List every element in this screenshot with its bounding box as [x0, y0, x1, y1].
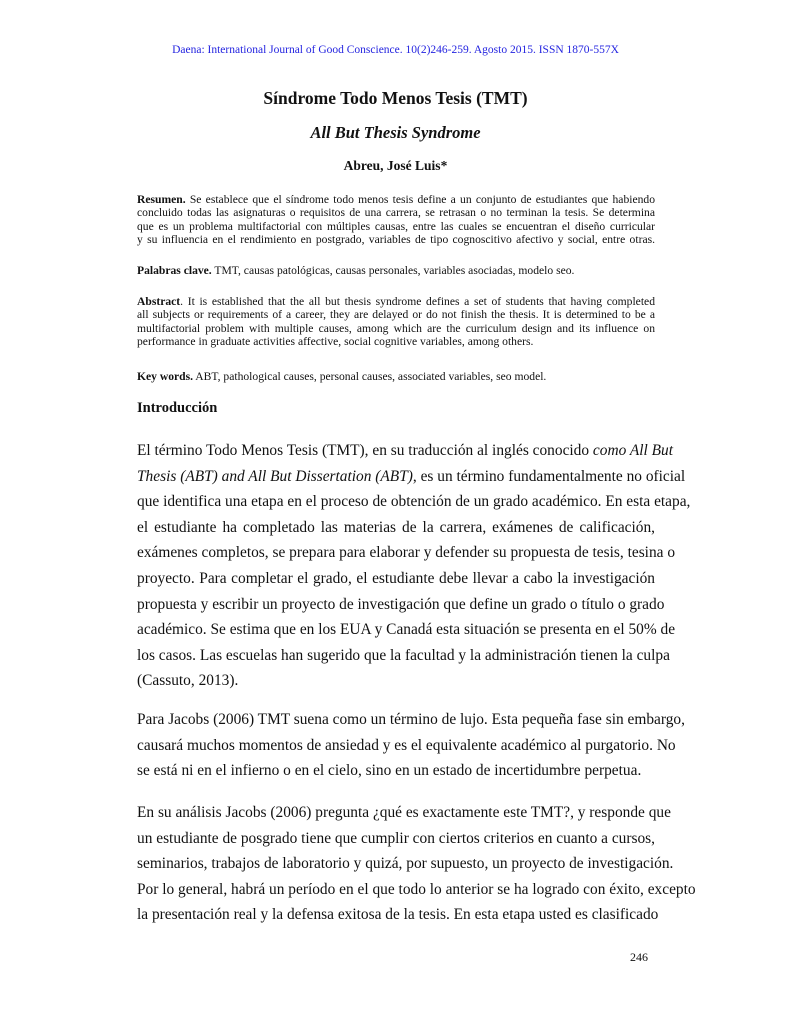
text-line: y su influencia en el rendimiento en postgrado, variables de tipo cognoscitivo afectivo y social, entre otras. — [137, 233, 655, 247]
paper-title: Síndrome Todo Menos Tesis (TMT) — [263, 88, 528, 108]
text-line: el estudiante ha completado las materias de la carrera, exámenes de calificación, — [137, 518, 655, 536]
key-words — [137, 370, 655, 383]
author: Abreu, José Luis* — [343, 158, 448, 173]
text-line: causará muchos momentos de ansiedad y es el equivalente académico al purgatorio. No — [137, 736, 676, 754]
text-line: TMT, causas patológicas, causas personales, variables asociadas, modelo seo. — [211, 264, 575, 277]
text-line: un estudiante de posgrado tiene que cumplir con ciertos criterios en cuanto a cursos, — [137, 829, 655, 847]
text-line-italic: Thesis (ABT) and All But Dissertation (ABT) — [137, 467, 413, 485]
page-number: 246 — [630, 950, 648, 964]
paragraph-3 — [137, 800, 696, 928]
text-line: que es un problema multifactorial con múltiples causas, entre las cuales se encuentran el diseño curricular — [137, 219, 655, 233]
paragraph-1 — [137, 438, 691, 694]
text-line: El término Todo Menos Tesis (TMT), en su traducción al inglés conocido — [137, 442, 593, 459]
palabras-label: Palabras clave. — [137, 264, 212, 277]
journal-header: Daena: International Journal of Good Conscience. 10(2)246-259. Agosto 2015. ISSN 1870-557X — [172, 44, 619, 56]
text-line: exámenes completos, se prepara para elaborar y defender su propuesta de tesis, tesina o — [137, 544, 676, 562]
resumen — [137, 193, 655, 247]
text-line: propuesta y escribir un proyecto de investigación que define un grado o título o grado — [137, 595, 665, 613]
text-line: , es un término fundamentalmente no oficial — [412, 467, 686, 485]
text-line: los casos. Las escuelas han sugerido que la facultad y la administración tienen la culpa — [137, 646, 670, 664]
text-line-italic: como All But — [592, 442, 674, 459]
abstract-label: Abstract — [137, 295, 181, 308]
section-heading: Introducción — [137, 400, 218, 416]
text-line: Se establece que el síndrome todo menos tesis define a un conjunto de estudiantes que habiendo — [185, 193, 655, 206]
text-line: académico. Se estima que en los EUA y Canadá esta situación se presenta en el 50% de — [137, 621, 676, 639]
keywords-label: Key words. — [137, 370, 194, 383]
text-line: que identifica una etapa en el proceso de obtención de un grado académico. En esta etapa, — [137, 493, 691, 511]
abstract — [137, 295, 655, 349]
text-line: se está ni en el infierno o en el cielo, sino en un estado de incertidumbre perpetua. — [137, 762, 642, 780]
text-line: Por lo general, habrá un período en el que todo lo anterior se ha logrado con éxito, excepto — [137, 880, 696, 898]
text-line: . It is established that the all but thesis syndrome defines a set of students that having completed — [180, 295, 655, 308]
text-line: performance in graduate activities affective, social cognitive variables, among others. — [137, 335, 534, 349]
text-line: Para Jacobs (2006) TMT suena como un término de lujo. Esta pequeña fase sin embargo, — [137, 711, 685, 728]
text-line: seminarios, trabajos de laboratorio y quizá, por supuesto, un proyecto de investigación. — [137, 855, 674, 873]
resumen-label: Resumen. — [137, 193, 186, 206]
paper-subtitle: All But Thesis Syndrome — [310, 123, 481, 142]
text-line: multifactorial problem with multiple causes, among which are the curriculum design and its influence on — [137, 321, 655, 335]
palabras-clave — [137, 264, 655, 277]
text-line: (Cassuto, 2013). — [137, 672, 239, 690]
text-line: En su análisis Jacobs (2006) pregunta ¿qué es exactamente este TMT?, y responde que — [137, 804, 671, 821]
paragraph-2 — [137, 707, 685, 784]
text-line: concluido todas las asignaturas o requisitos de una carrera, se retrasan o no terminan la tesis. Se determina — [137, 206, 655, 220]
text-line: ABT, pathological causes, personal causes, associated variables, seo model. — [193, 370, 547, 383]
text-line: la presentación real y la defensa exitosa de la tesis. En esta etapa usted es clasificado — [137, 906, 659, 924]
text-line: proyecto. Para completar el grado, el estudiante debe llevar a cabo la investigación — [137, 569, 655, 587]
text-line: all subjects or requirements of a career, they are delayed or do not finish the thesis. It is determined to be a — [137, 308, 655, 322]
